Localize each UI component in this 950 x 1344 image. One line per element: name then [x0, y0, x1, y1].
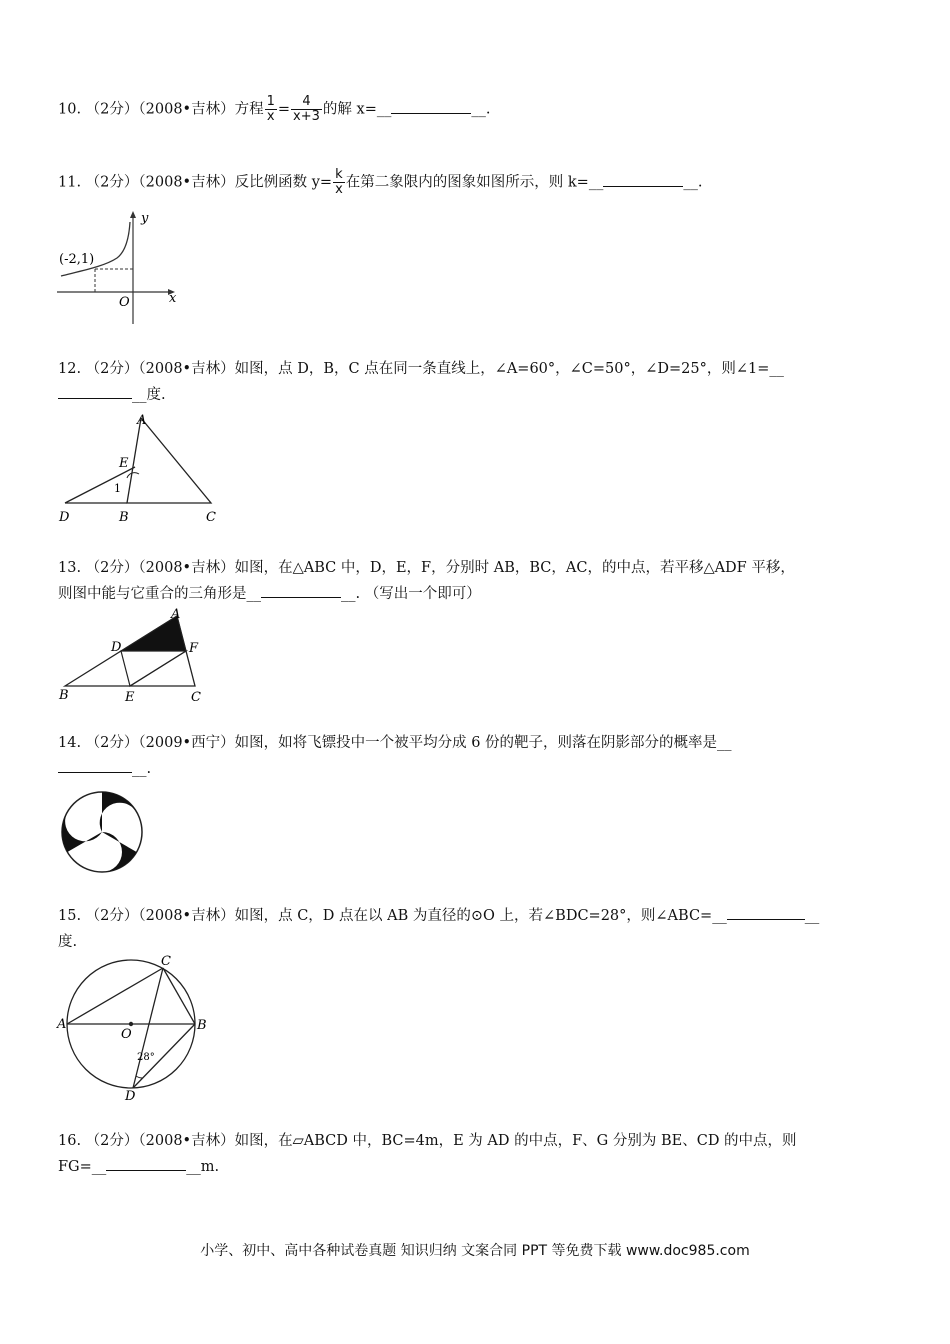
svg-text:E: E: [119, 456, 129, 471]
q10-answer-blank[interactable]: [391, 99, 471, 114]
svg-text:D: D: [125, 1089, 136, 1104]
q16-answer-blank[interactable]: [106, 1156, 186, 1171]
svg-text:C: C: [161, 954, 171, 969]
svg-text:F: F: [189, 641, 199, 656]
q14-answer-blank[interactable]: [58, 758, 132, 773]
svg-text:B: B: [119, 510, 129, 525]
q11-y-label: y: [141, 211, 149, 226]
q14-target-figure: [58, 788, 148, 878]
page-footer: 小学、初中、高中各种试卷真题 知识归纳 文案合同 PPT 等免费下载 www.doc985.com: [200, 1243, 750, 1259]
svg-text:B: B: [197, 1018, 207, 1033]
svg-text:1: 1: [114, 482, 121, 495]
q11-hyperbola-figure: [55, 208, 185, 326]
svg-text:E: E: [125, 690, 135, 705]
question-15: 15. （2分）（2008•吉林）如图，点 C，D 点在以 AB 为直径的⊙O 上，若∠BDC=28°，则∠ABC=__ __ 度.: [58, 903, 819, 955]
q10-fraction-1: $\frac{1}{x}$: [266, 94, 275, 124]
question-10: 10. （2分）（2008•吉林）方程 $\frac{1}{x}$ = $\frac{4}{x+3}$ 的解 x=__ __.: [58, 94, 491, 124]
svg-text:C: C: [191, 690, 201, 705]
q11-answer-blank[interactable]: [603, 172, 683, 187]
question-11: 11. （2分）（2008•吉林）反比例函数 y= $\frac{k}{x}$ 在第二象限内的图象如图所示，则 k=__ __.: [58, 167, 703, 197]
svg-text:B: B: [59, 688, 69, 703]
q12-answer-blank[interactable]: [58, 384, 132, 399]
q13-answer-blank[interactable]: [261, 583, 341, 598]
question-14: 14. （2分）（2009•西宁）如图，如将飞镖投中一个被平均分成 6 份的靶子，则落在阴影部分的概率是__ __.: [58, 735, 732, 777]
q12-triangle-figure: [55, 410, 225, 528]
question-13: 13. （2分）（2008•吉林）如图，在△ABC 中，D，E，F，分别时 AB，BC，AC，的中点，若平移△ADF 平移， 则图中能与它重合的三角形是__ __. （写出一个即可）: [58, 560, 795, 602]
svg-text:D: D: [59, 510, 70, 525]
svg-text:O: O: [121, 1027, 132, 1042]
svg-text:A: A: [171, 607, 181, 622]
q15-circle-figure: [55, 952, 215, 1104]
q11-fraction: $\frac{k}{x}$: [335, 167, 343, 197]
svg-text:D: D: [111, 640, 122, 655]
q11-x-label: x: [169, 291, 177, 306]
svg-text:C: C: [206, 510, 216, 525]
svg-text:A: A: [57, 1017, 67, 1032]
svg-text:A: A: [137, 413, 147, 428]
q15-answer-blank[interactable]: [727, 905, 805, 920]
q10-fraction-2: $\frac{4}{x+3}$: [293, 94, 320, 124]
svg-text:28°: 28°: [137, 1052, 155, 1063]
q11-origin-label: O: [119, 295, 130, 310]
question-12: 12. （2分）（2008•吉林）如图，点 D，B，C 点在同一条直线上，∠A=60°，∠C=50°，∠D=25°，则∠1=__ __度.: [58, 361, 784, 403]
question-16: 16. （2分）（2008•吉林）如图，在▱ABCD 中，BC=4m，E 为 AD 的中点，F、G 分别为 BE、CD 的中点，则 FG=__ __m.: [58, 1133, 797, 1175]
q10-prefix: 10. （2分）（2008•吉林）方程: [58, 101, 264, 118]
q13-triangle-figure: [55, 606, 215, 706]
q11-point-label: (-2,1): [59, 252, 95, 267]
